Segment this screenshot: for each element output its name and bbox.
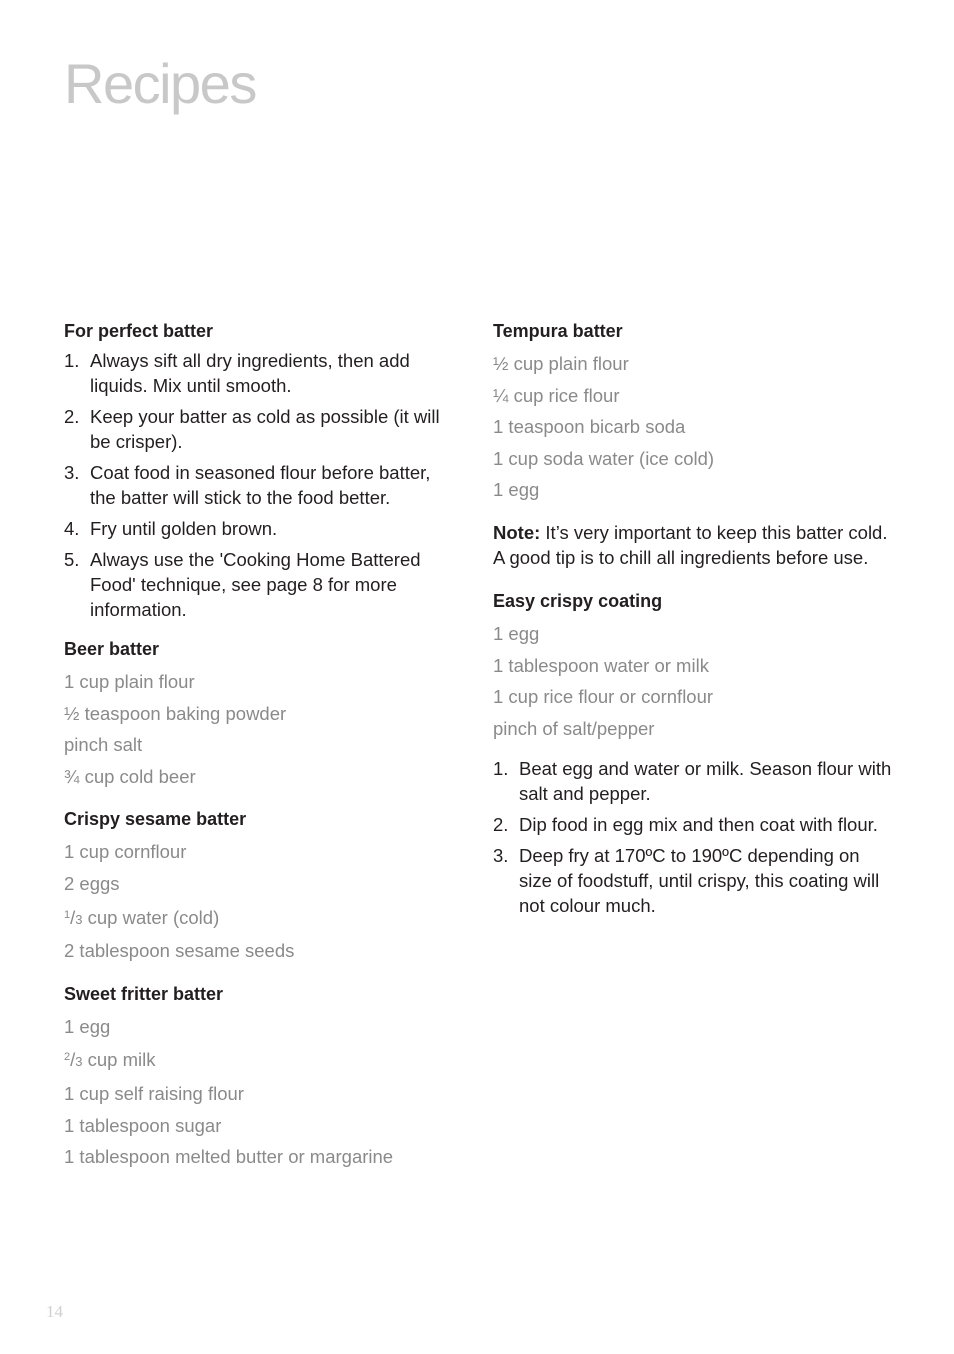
list-item: ¾ cup cold beer xyxy=(64,765,196,787)
tempura-batter-section xyxy=(493,318,893,506)
list-item: 1 egg xyxy=(493,622,540,644)
list-item: 2 eggs xyxy=(64,872,120,894)
perfect-batter-steps xyxy=(64,348,456,622)
page-number: 14 xyxy=(46,1302,63,1321)
note-paragraph xyxy=(493,520,893,570)
crispy-coating-heading: Easy crispy coating xyxy=(493,590,663,611)
list-item: pinch salt xyxy=(64,734,143,756)
list-item: 3. Coat food in seasoned flour before batter, the batter will stick to the food better. xyxy=(64,462,431,508)
crispy-coating-steps xyxy=(493,756,893,918)
perfect-batter-section xyxy=(64,318,456,622)
list-item: 4. Fry until golden brown. xyxy=(64,518,278,539)
list-item: 1 tablespoon water or milk xyxy=(493,654,709,676)
list-item: 1 cup self raising flour xyxy=(64,1082,244,1104)
page-title: Recipes xyxy=(64,52,256,115)
list-item: $^1$/3 cup water (cold) xyxy=(64,906,220,928)
right-column xyxy=(493,318,893,932)
note-text: It’s very important to keep this batter cold. A good tip is to chill all ingredients before use. xyxy=(493,521,888,568)
list-item: 1 egg xyxy=(493,479,540,501)
fritter-batter-ingredients xyxy=(64,1011,456,1173)
list-item: 2. Dip food in egg mix and then coat with flour. xyxy=(493,814,878,836)
sesame-batter-section xyxy=(64,806,456,966)
list-item: ½ teaspoon baking powder xyxy=(64,702,287,724)
list-item: 1. Always sift all dry ingredients, then add liquids. Mix until smooth. xyxy=(64,350,410,396)
beer-batter-heading: Beer batter xyxy=(64,639,160,659)
list-item: 1 egg xyxy=(64,1015,111,1037)
perfect-batter-heading: For perfect batter xyxy=(64,321,214,341)
list-item: 1 teaspoon bicarb soda xyxy=(493,416,686,438)
list-item: 1 tablespoon sugar xyxy=(64,1114,222,1136)
list-item: 1 cup soda water (ice cold) xyxy=(493,447,715,469)
list-item: pinch of salt/pepper xyxy=(493,717,655,739)
sesame-batter-heading: Crispy sesame batter xyxy=(64,809,247,830)
list-item: 3. Deep fry at 170ºC to 190ºC depending on size of foodstuff, until crispy, this coating will not colour much. xyxy=(493,845,880,917)
list-item: 1 cup plain flour xyxy=(64,671,195,692)
list-item: 2. Keep your batter as cold as possible (it will be crisper). xyxy=(64,406,440,452)
sesame-batter-ingredients xyxy=(64,836,456,966)
tempura-batter-ingredients xyxy=(493,348,893,506)
beer-batter-section xyxy=(64,636,456,792)
tempura-batter-heading: Tempura batter xyxy=(493,321,623,341)
note-label: Note: xyxy=(493,521,541,543)
list-item: 5. Always use the 'Cooking Home Battered Food' technique, see page 8 for more information. xyxy=(64,549,421,620)
beer-batter-ingredients xyxy=(64,666,456,792)
list-item: 1 cup rice flour or cornflour xyxy=(493,686,714,708)
list-item: 2 tablespoon sesame seeds xyxy=(64,940,295,962)
left-column xyxy=(64,318,456,1187)
list-item: 1 cup cornflour xyxy=(64,841,187,863)
list-item: 1 tablespoon melted butter or margarine xyxy=(64,1146,394,1168)
list-item: 1. Beat egg and water or milk. Season flour with salt and pepper. xyxy=(493,758,892,805)
crispy-coating-ingredients xyxy=(493,618,893,744)
list-item: $^2$/3 cup milk xyxy=(64,1049,156,1071)
fritter-batter-heading: Sweet fritter batter xyxy=(64,983,224,1004)
list-item: ¼ cup rice flour xyxy=(493,384,620,406)
crispy-coating-section xyxy=(493,588,893,918)
fritter-batter-section xyxy=(64,981,456,1173)
list-item: ½ cup plain flour xyxy=(493,353,629,374)
